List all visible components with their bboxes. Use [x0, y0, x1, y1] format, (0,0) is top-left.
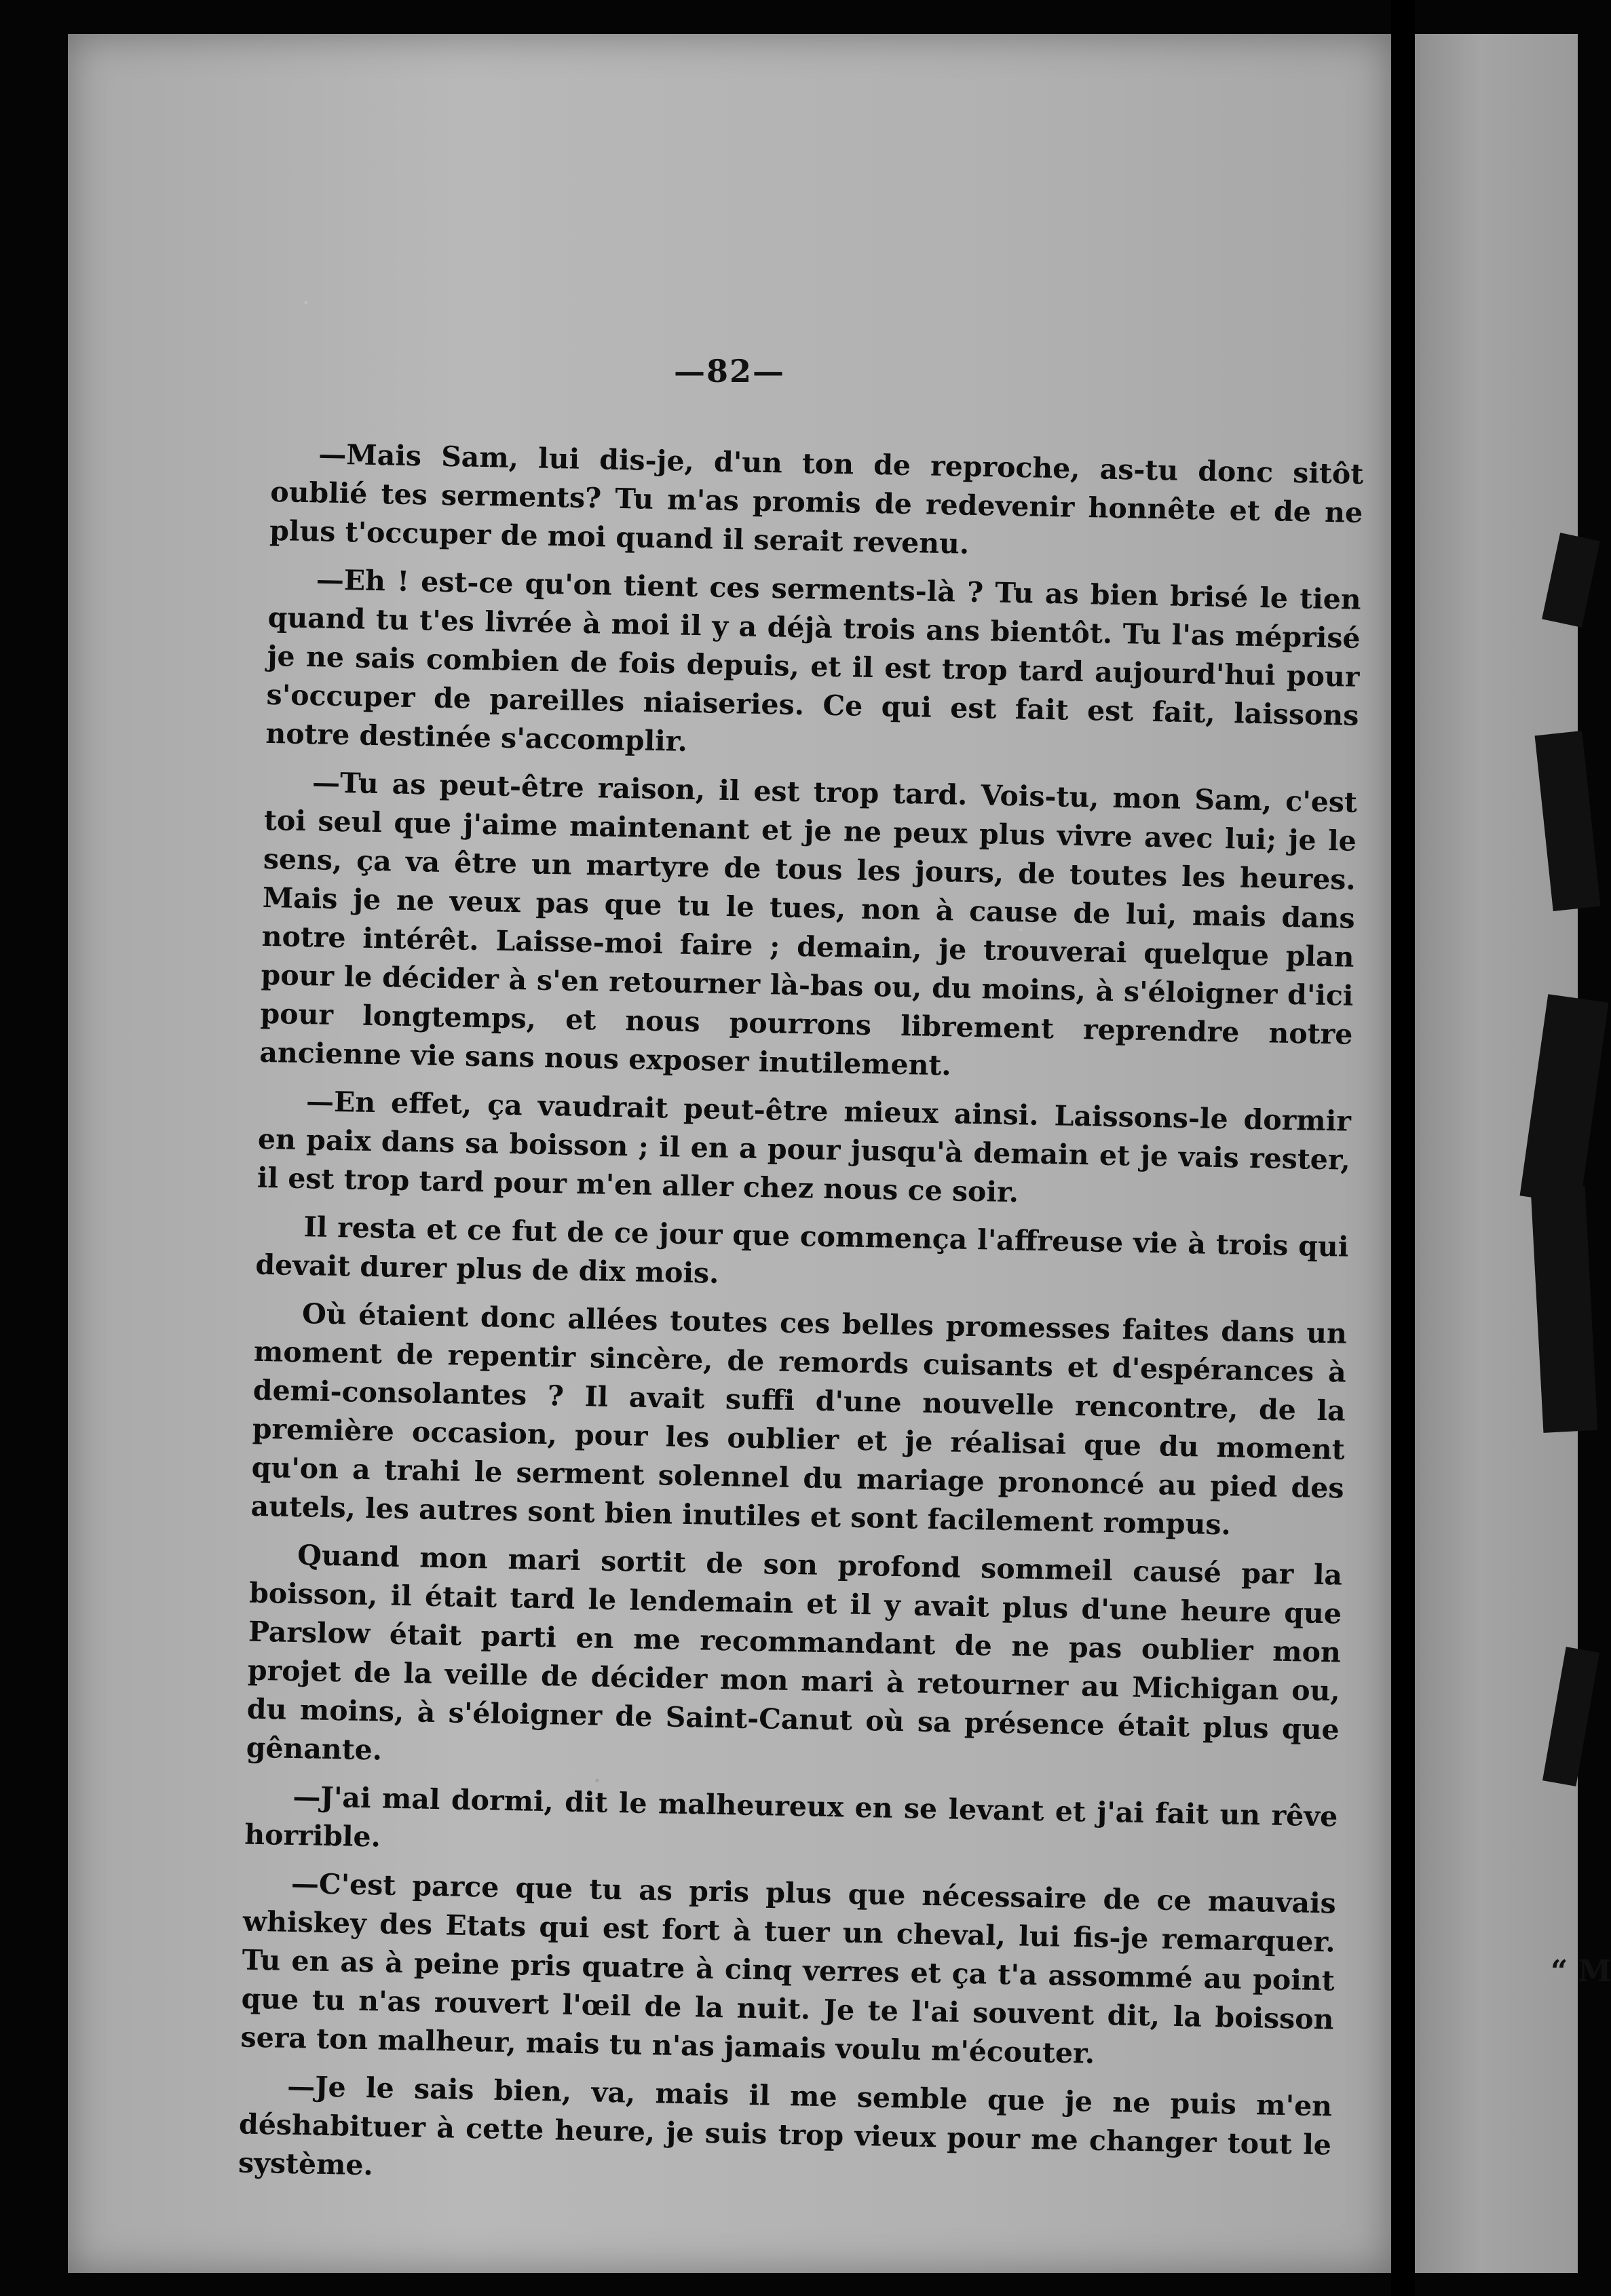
page-number: —82— — [673, 353, 785, 389]
illustration-fragment — [1542, 533, 1600, 628]
paragraph: Où étaient donc allées toutes ces belles promesses faites dans un moment de repentir sincère, de remords cuisants et d'espérances à demi-consolantes ? Il avait suffi d'une nouvelle rencontre, de la première occasion, pour les oublier et je réalisai que du moment qu'on a trahi le serment solennel du mariage prononcé au pied des autels, les autres sont bien inutiles et sont facilement rompus. — [250, 1297, 1348, 1542]
adjacent-page-edge — [1415, 34, 1611, 2273]
page-text — [238, 434, 1363, 2213]
illustration-fragment — [1535, 731, 1601, 911]
paragraph: —Eh ! est-ce qu'on tient ces serments-là ? Tu as bien brisé le tien quand tu t'es livrée à moi il y a déjà trois ans bientôt. Tu l'as méprisé je ne sais combien de fois depuis, et il est trop tard aujourd'hui pour s'occuper de pareilles niaiseries. Ce qui est fait est fait, laissons notre destinée s'accomplir. — [265, 563, 1362, 758]
illustration-fragment — [1531, 1186, 1598, 1433]
paragraph: Il resta et ce fut de ce jour que commença l'affreuse vie à trois qui devait durer plus de dix mois. — [255, 1210, 1349, 1290]
illustration-fragment — [1520, 994, 1609, 1204]
paragraph: —C'est parce que tu as pris plus que nécessaire de ce mauvais whiskey des Etats qui est fort à tuer un cheval, lui fis-je remarquer. Tu en as à peine pris quatre à cinq verres et ça t'a assommé au point que tu n'as rouvert l'œil de la nuit. Je te l'ai souvent dit, la boisson sera ton malheur, mais tu n'as jamais voulu m'écouter. — [240, 1867, 1337, 2070]
paragraph: —Je le sais bien, va, mais il me semble que je ne puis m'en déshabituer à cette heure, je suis trop vieux pour me changer tout le système. — [238, 2069, 1333, 2182]
paragraph: —J'ai mal dormi, dit le malheureux en se levant et j'ai fait un rêve horrible. — [244, 1780, 1338, 1854]
book-page — [68, 34, 1391, 2273]
paragraph: —Tu as peut-être raison, il est trop tard. Vois-tu, mon Sam, c'est toi seul que j'aime maintenant et je ne peux plus vivre avec lui; je le sens, ça va être un martyre de tous les jours, de toutes les heures. Mais je ne veux pas que tu le tues, non à cause de lui, mais dans notre intérêt. Laisse-moi faire ; demain, je trouverai quelque plan pour le décider à s'en retourner là-bas ou, du moins, à s'éloigner d'ici pour longtemps, et nous pourrons librement reprendre notre ancienne vie sans nous exposer inutilement. — [259, 766, 1358, 1082]
illustration-fragment — [1542, 1647, 1599, 1786]
adjacent-page-text: “ M — [1551, 1954, 1611, 1989]
paragraph: Quand mon mari sortit de son profond sommeil causé par la boisson, il était tard le lendemain et il y avait plus d'une heure que Parslow était parti en me recommandant de ne pas oublier mon projet de la veille de décider mon mari à retourner au Michigan ou, du moins, à s'éloigner de Saint-Canut où sa présence était plus que gênante. — [246, 1539, 1343, 1767]
paragraph: —En effet, ça vaudrait peut-être mieux ainsi. Laissons-le dormir en paix dans sa boisson ; il en a pour jusqu'à demain et je vais rester, il est trop tard pour m'en aller chez nous ce soir. — [257, 1085, 1352, 1209]
paragraph: —Mais Sam, lui dis-je, d'un ton de reproche, as-tu donc sitôt oublié tes serments? Tu m'as promis de redevenir honnête et de ne plus t'occuper de moi quand il serait revenu. — [269, 438, 1364, 560]
page-gutter — [1391, 0, 1415, 2296]
